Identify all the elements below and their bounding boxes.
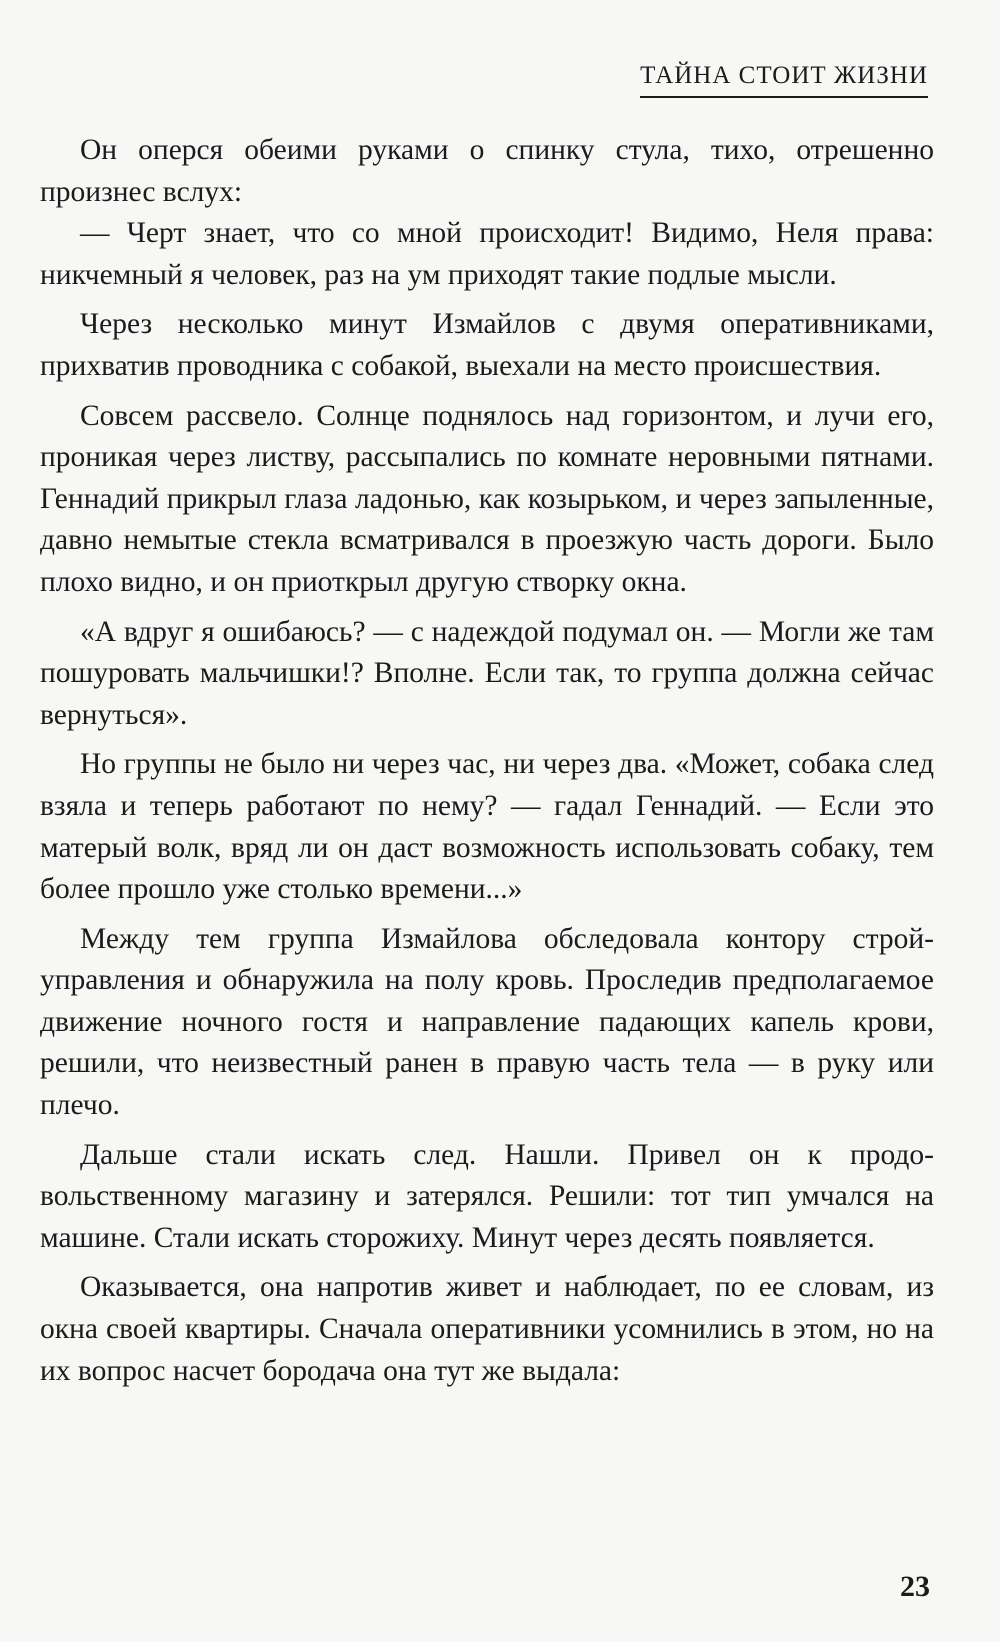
running-title: ТАЙНА СТОИТ ЖИЗНИ [640,62,928,98]
paragraph-1: Он оперся обеими руками о спинку стула, тихо, отрешенно произнес вслух: [40,134,934,208]
page-number: 23 [900,1570,930,1603]
body-text [40,130,934,1400]
paragraph-4: Совсем рассвело. Солнце поднялось над горизонтом, и лучи его, проникая через листву, рассыпались по комнате неровными пятнами. Геннадий прикрыл глаза ладонью, как козырьком, и через запыленные, давно немытые стекла всматривался в проезжую часть дороги. Было плохо видно, и он приоткрыл другую створку окна. [40,399,934,598]
paragraph-5: «А вдруг я ошибаюсь? — с надеждой подумал он. — Могли же там пошуровать мальчишки!? Вполне. Если так, то группа должна сейчас вернуться». [40,615,934,731]
paragraph-3: Через несколько минут Измайлов с двумя оперативниками, прихватив проводника с собакой, выехали на место происшествия. [40,308,934,382]
paragraph-7: Между тем группа Измайлова обследовала контору стройуправления и обнаружила на полу кровь. Проследив предполагаемое движение ночного гостя и направление падающих капель крови, решили, что неизвестный ранен в правую часть тела — в руку или плечо. [40,922,934,1122]
paragraph-6: Но группы не было ни через час, ни через два. «Может, собака след взяла и теперь работают по нему? — гадал Геннадий. — Если это матерый волк, вряд ли он даст возможность использовать собаку, тем более прошло уже столько времени...» [40,748,934,906]
paragraph-2: — Черт знает, что со мной происходит! Видимо, Неля права: никчемный я человек, раз на ум приходят такие подлые мысли. [40,217,934,291]
paragraph-9: Оказывается, она напротив живет и наблюдает, по ее словам, из окна своей квартиры. Сначала оперативники усомнились в этом, но на их вопрос насчет бородача она тут же выдала: [40,1271,934,1387]
paragraph-8: Дальше стали искать след. Нашли. Привел он к продовольственному магазину и затерялся. Решили: тот тип умчался на машине. Стали искать сторожиху. Минут через десять появляется. [40,1138,934,1254]
